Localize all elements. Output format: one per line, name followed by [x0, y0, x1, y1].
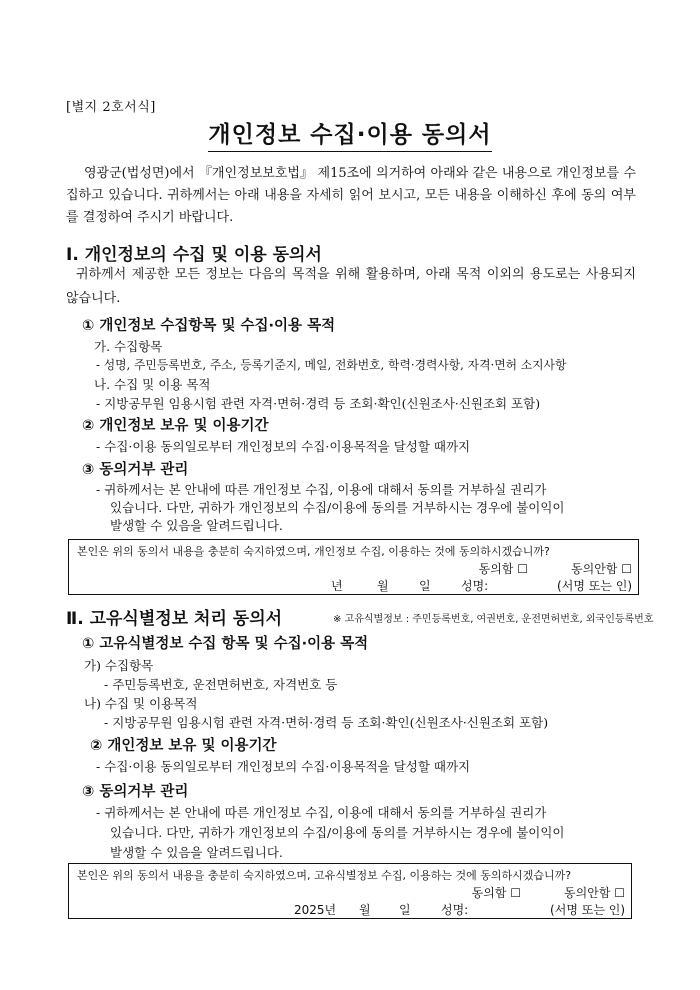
- page-title: 개인정보 수집·이용 동의서: [208, 116, 491, 152]
- section2-item-na-detail: - 지방공무원 임용시험 관련 자격·면허·경력 등 조회·확인(신원조사·신원조회 포함): [104, 715, 549, 730]
- form-number: [별지 2호서식]: [66, 100, 156, 115]
- section1-sub3-line2: 있습니다. 다만, 귀하가 개인정보의 수집/이용에 동의를 거부하시는 경우에 불이익이: [110, 500, 565, 515]
- section2-sub2-heading: ② 개인정보 보유 및 이용기간: [90, 738, 277, 754]
- section1-month: 월: [377, 579, 389, 593]
- section2-sub3-line2: 있습니다. 다만, 귀하가 개인정보의 수집/이용에 동의를 거부하시는 경우에 불이익이: [110, 825, 565, 840]
- section2-heading: Ⅱ. 고유식별정보 처리 동의서: [66, 609, 283, 629]
- section2-day: 일: [399, 903, 411, 917]
- section2-consent-question: 본인은 위의 동의서 내용을 충분히 숙지하였으며, 고유식별정보 수집, 이용하는 것에 동의하시겠습니까?: [77, 869, 572, 882]
- section2-year: 2025년: [294, 903, 337, 917]
- section2-disagree-option[interactable]: 동의안함 ☐: [564, 886, 625, 900]
- section1-year: 년: [331, 579, 343, 593]
- section1-signature: (서명 또는 인): [557, 579, 632, 593]
- section2-signature: (서명 또는 인): [550, 903, 625, 917]
- section1-item-ga-detail: - 성명, 주민등록번호, 주소, 등록기준지, 메일, 전화번호, 학력·경력사항, 자격·면허 소지사항: [96, 358, 567, 372]
- section1-sub1-heading: ① 개인정보 수집항목 및 수집·이용 목적: [82, 318, 336, 334]
- section1-consent-question: 본인은 위의 동의서 내용을 충분히 숙지하였으며, 개인정보 수집, 이용하는 것에 동의하시겠습니까?: [77, 545, 550, 558]
- section1-name-label: 성명:: [461, 579, 489, 593]
- section2-sub3-line1: - 귀하께서는 본 안내에 따른 개인정보 수집, 이용에 대해서 동의를 거부하실 권리가: [96, 805, 547, 820]
- section2-item-ga: 가) 수집항목: [84, 658, 154, 673]
- section1-item-na: 나. 수집 및 이용 목적: [94, 377, 211, 392]
- section1-item-ga: 가. 수집항목: [94, 339, 163, 354]
- section1-description: 귀하께서 제공한 모든 정보는 다음의 목적을 위해 활용하며, 아래 목적 이외의 용도로는 사용되지 않습니다.: [66, 267, 636, 306]
- section1-item-na-detail: - 지방공무원 임용시험 관련 자격·면허·경력 등 조회·확인(신원조사·신원조회 포함): [96, 396, 541, 411]
- section1-sub2-heading: ② 개인정보 보유 및 이용기간: [82, 418, 269, 434]
- section2-sub3-line3: 발생할 수 있음을 알려드립니다.: [110, 845, 283, 860]
- section1-disagree-option[interactable]: 동의안함 ☐: [571, 562, 632, 576]
- section1-consent-box: [68, 539, 639, 595]
- intro-paragraph: 영광군(법성면)에서 『개인정보보호법』 제15조에 의거하여 아래와 같은 내용으로 개인정보를 수집하고 있습니다. 귀하께서는 아래 내용을 자세히 읽어 보시고, 모든 내용을 이해하신 후에 동의 여부를 결정하여 주시기 바랍니다.: [66, 166, 636, 225]
- section1-heading: Ⅰ. 개인정보의 수집 및 이용 동의서: [66, 245, 322, 265]
- section2-item-na: 나) 수집 및 이용목적: [84, 696, 198, 711]
- section1-sub3-line3: 발생할 수 있음을 알려드립니다.: [110, 518, 283, 533]
- section2-month: 월: [359, 903, 371, 917]
- section2-agree-option[interactable]: 동의함 ☐: [471, 886, 521, 900]
- section2-consent-box: [68, 863, 632, 919]
- title-container: [195, 116, 505, 152]
- section1-day: 일: [419, 579, 431, 593]
- section2-sub3-heading: ③ 동의거부 관리: [82, 784, 189, 800]
- section2-sub1-heading: ① 고유식별정보 수집 항목 및 수집·이용 목적: [82, 636, 369, 652]
- section1-sub3-line1: - 귀하께서는 본 안내에 따른 개인정보 수집, 이용에 대해서 동의를 거부하실 권리가: [96, 482, 547, 497]
- section2-name-label: 성명:: [441, 903, 469, 917]
- section2-note: ※ 고유식별정보 : 주민등록번호, 여권번호, 운전면허번호, 외국인등록번호: [333, 614, 654, 625]
- section2-item-ga-detail: - 주민등록번호, 운전면허번호, 자격번호 등: [104, 677, 338, 692]
- section1-sub3-heading: ③ 동의거부 관리: [82, 462, 189, 478]
- section2-sub2-detail: - 수집·이용 동의일로부터 개인정보의 수집·이용목적을 달성할 때까지: [96, 759, 471, 774]
- section1-sub2-detail: - 수집·이용 동의일로부터 개인정보의 수집·이용목적을 달성할 때까지: [96, 439, 471, 454]
- section1-agree-option[interactable]: 동의함 ☐: [478, 562, 528, 576]
